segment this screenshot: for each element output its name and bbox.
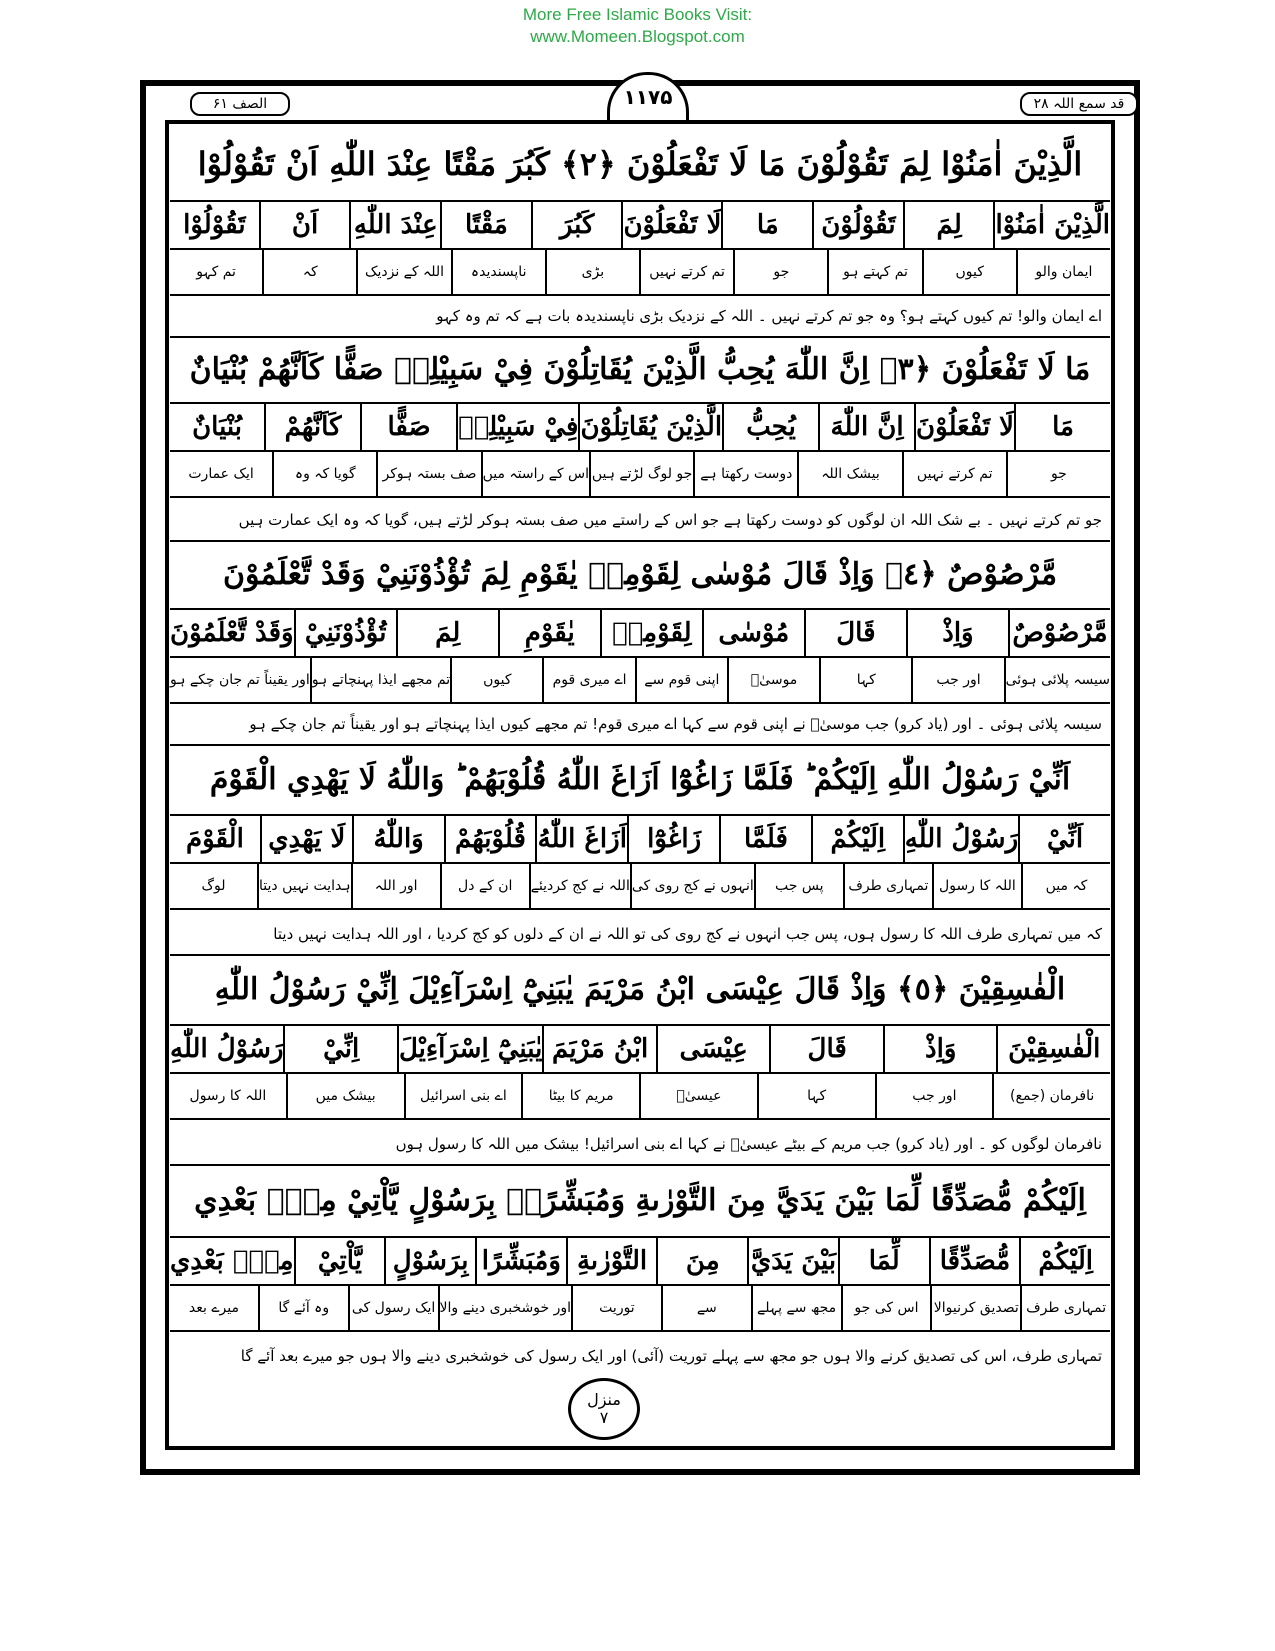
translation-cell: کہ — [262, 250, 356, 294]
manzil-label: منزل — [587, 1390, 621, 1409]
verse-line-1: الَّذِيْنَ اٰمَنُوْا لِمَ تَقُوْلُوْنَ مَا لَا تَفْعَلُوْنَ ﴿٢﴾ كَبُرَ مَقْتًا عِنْدَ اللّٰهِ اَنْ تَقُوْلُوْا — [197, 145, 1083, 183]
word-row-3 — [170, 608, 1110, 658]
translation-cell: اللہ کا رسول — [189, 1088, 267, 1104]
word-row-4 — [170, 814, 1110, 864]
translation-cell: بیشک اللہ — [797, 452, 901, 496]
word-cell: لَا تَفْعَلُوْنَ — [621, 202, 721, 248]
translation-cell: گویا کہ وہ — [272, 452, 376, 496]
word-cell: يَّاْتِيْ — [294, 1238, 385, 1284]
word-cell: ابْنُ مَرْيَمَ — [542, 1026, 656, 1072]
word-cell: يُحِبُّ — [722, 404, 818, 450]
promo-line-1: More Free Islamic Books Visit: — [522, 5, 753, 24]
translation-cell: وہ آئے گا — [258, 1286, 348, 1330]
word-cell: الْفٰسِقِيْنَ — [996, 1026, 1110, 1072]
translation-cell: کہا — [819, 658, 911, 702]
translation-cell: جو لوگ لڑتے ہیں — [589, 452, 693, 496]
translation-cell: کہا — [757, 1074, 875, 1118]
translation-cell: نافرمان (جمع) — [992, 1074, 1110, 1118]
word-cell: مَّرْصُوْصٌ — [1008, 610, 1110, 656]
translation-row-4 — [170, 864, 1110, 910]
word-cell: مُّصَدِّقًا — [929, 1238, 1020, 1284]
translation-row-2 — [170, 452, 1110, 498]
translation-cell: ایمان والو — [1016, 250, 1110, 294]
verse-line-2: مَا لَا تَفْعَلُوْنَ ﴿٣﴾ اِنَّ اللّٰهَ يُحِبُّ الَّذِيْنَ يُقَاتِلُوْنَ فِيْ سَبِيْلِهٖ صَفًّا كَاَنَّهُمْ بُنْيَانٌ — [189, 352, 1091, 387]
manzil-number: ۷ — [599, 1408, 609, 1427]
translation-cell: سیسہ پلائی ہوئی — [1004, 658, 1110, 702]
translation-row-3 — [170, 658, 1110, 704]
translation-cell: تم کرتے نہیں — [639, 250, 733, 294]
juz-label: قد سمع اللہ ۲۸ — [1020, 92, 1138, 116]
verse-line-4: اَنِّيْ رَسُوْلُ اللّٰهِ اِلَيْكُمْ ؕ فَلَمَّا زَاغُوْٓا اَزَاغَ اللّٰهُ قُلُوْبَهُمْ ؕ وَاللّٰهُ لَا يَهْدِي الْقَوْمَ — [209, 762, 1071, 797]
translation-cell: تم کہو — [196, 264, 236, 280]
translation-cell: کیوں — [922, 250, 1016, 294]
translation-cell: تم کرتے نہیں — [902, 452, 1006, 496]
word-cell: مِنْۢ بَعْدِي — [169, 1246, 294, 1276]
word-cell: وَاِذْ — [883, 1026, 997, 1072]
word-cell: اِلَيْكُمْ — [811, 816, 903, 862]
verse-line-6: اِلَيْكُمْ مُّصَدِّقًا لِّمَا بَيْنَ يَدَيَّ مِنَ التَّوْرٰىةِ وَمُبَشِّرًاۢ بِرَسُوْلٍ يَّاْتِيْ مِنْۢ بَعْدِي — [194, 1183, 1086, 1218]
word-cell: وَقَدْ تَّعْلَمُوْنَ — [169, 618, 294, 648]
word-cell: لِقَوْمِهٖ — [600, 610, 702, 656]
word-cell: التَّوْرٰىةِ — [566, 1238, 657, 1284]
word-cell: بَيْنَ يَدَيَّ — [747, 1238, 838, 1284]
translation-cell: ان کے دل — [440, 864, 529, 908]
translation-cell: جو — [1006, 452, 1110, 496]
word-cell: لِمَ — [903, 202, 994, 248]
translation-cell: توریت — [571, 1286, 661, 1330]
word-cell: الْقَوْمَ — [186, 824, 244, 854]
translation-cell: اور خوشخبری دینے والا — [438, 1286, 572, 1330]
translation-cell: تم مجھے ایذا پہنچاتے ہو — [310, 658, 450, 702]
translation-cell: اور جب — [875, 1074, 993, 1118]
word-cell: تَقُوْلُوْا — [183, 210, 246, 240]
translation-cell: ایک عمارت — [188, 466, 254, 482]
translation-cell: بڑی — [545, 250, 639, 294]
page-number: ۱۱۷۵ — [607, 72, 689, 120]
translation-cell: مریم کا بیٹا — [521, 1074, 639, 1118]
word-cell: الَّذِيْنَ يُقَاتِلُوْنَ — [578, 404, 722, 450]
translation-cell: اپنی قوم سے — [635, 658, 727, 702]
word-cell: مَا — [721, 202, 812, 248]
translation-cell: تم کہتے ہو — [827, 250, 921, 294]
word-row-6 — [170, 1236, 1110, 1286]
word-cell: قَالَ — [804, 610, 906, 656]
translation-cell: بیشک میں — [286, 1074, 404, 1118]
translation-paragraph-5: نافرمان لوگوں کو ۔ اور (یاد کرو) جب مریم کے بیٹے عیسیٰؑ نے کہا اے بنی اسرائیل! بیشک میں اللہ کا رسول ہوں — [395, 1135, 1102, 1153]
word-cell: اَنِّيْ — [1018, 816, 1110, 862]
translation-cell: اللہ کے نزدیک — [356, 250, 450, 294]
word-cell: مَقْتًا — [440, 202, 531, 248]
word-cell: عِيْسَى — [656, 1026, 770, 1072]
word-cell: رَسُوْلُ اللّٰهِ — [903, 816, 1018, 862]
surah-label: الصف ۶۱ — [190, 92, 290, 116]
translation-cell: تمہاری طرف — [1020, 1286, 1110, 1330]
promo-banner — [0, 4, 1275, 48]
translation-cell: تمہاری طرف — [843, 864, 932, 908]
word-cell: قَالَ — [769, 1026, 883, 1072]
word-row-1 — [170, 200, 1110, 250]
translation-cell: لوگ — [201, 878, 226, 894]
word-cell: رَسُوْلُ اللّٰهِ — [170, 1034, 284, 1064]
translation-cell: اور اللہ — [351, 864, 440, 908]
translation-paragraph-1: اے ایمان والو! تم کیوں کہتے ہو؟ وہ جو تم کرتے نہیں ۔ اللہ کے نزدیک بڑی ناپسندیدہ بات ہے کہ تم وہ کہو — [436, 307, 1102, 325]
translation-paragraph-2: جو تم کرتے نہیں ۔ بے شک اللہ ان لوگوں کو دوست رکھتا ہے جو اس کے راستے میں صف بستہ ہوکر لڑتے ہیں، گویا کہ وہ ایک عمارت ہیں — [238, 511, 1102, 529]
word-cell: مُوْسٰى — [702, 610, 804, 656]
translation-cell: اللہ کا رسول — [932, 864, 1021, 908]
word-cell: فِيْ سَبِيْلِهٖ — [456, 404, 578, 450]
word-cell: تُؤْذُوْنَنِيْ — [294, 610, 396, 656]
translation-cell: اے بنی اسرائیل — [404, 1074, 522, 1118]
translation-row-6 — [170, 1286, 1110, 1332]
translation-cell: اس کے راستہ میں — [481, 452, 589, 496]
translation-cell: ہدایت نہیں دیتا — [257, 864, 351, 908]
translation-cell: ناپسندیدہ — [451, 250, 545, 294]
translation-paragraph-3: سیسہ پلائی ہوئی ۔ اور (یاد کرو) جب موسیٰؑ نے اپنی قوم سے کہا اے میری قوم! تم مجھے کیوں ایذا پہنچاتے ہو اور یقیناً تم جان چکے ہو — [249, 715, 1102, 733]
word-row-5 — [170, 1024, 1110, 1074]
translation-cell: کہ میں — [1021, 864, 1110, 908]
word-cell: مِنَ — [656, 1238, 747, 1284]
translation-paragraph-6: تمہاری طرف، اس کی تصدیق کرنے والا ہوں جو مجھ سے پہلے توریت (آئی) اور ایک رسول کی خوشخبری دینے والا ہوں جو میرے بعد آئے گا — [240, 1347, 1102, 1365]
word-cell: بُنْيَانٌ — [192, 412, 243, 442]
verse-line-3: مَّرْصُوْصٌ ﴿٤﴾ وَاِذْ قَالَ مُوْسٰى لِقَوْمِهٖ يٰقَوْمِ لِمَ تُؤْذُوْنَنِيْ وَقَدْ تَّعْلَمُوْنَ — [222, 557, 1058, 592]
manzil-marker — [568, 1378, 640, 1440]
word-cell: لَا تَفْعَلُوْنَ — [914, 404, 1014, 450]
word-cell: اِلَيْكُمْ — [1019, 1238, 1110, 1284]
translation-cell: دوست رکھتا ہے — [693, 452, 797, 496]
word-cell: اَنْ — [259, 202, 350, 248]
translation-cell: اے میری قوم — [542, 658, 634, 702]
translation-cell: میرے بعد — [188, 1300, 239, 1316]
translation-cell: انہوں نے کج روی کی — [630, 864, 754, 908]
translation-cell: ایک رسول کی — [348, 1286, 438, 1330]
word-cell: اَزَاغَ اللّٰهُ — [535, 816, 627, 862]
word-cell: الَّذِيْنَ اٰمَنُوْا — [993, 202, 1110, 248]
translation-cell: اللہ نے کج کردیئے — [529, 864, 630, 908]
word-cell: عِنْدَ اللّٰهِ — [349, 202, 440, 248]
translation-cell: موسیٰؑ — [727, 658, 819, 702]
word-cell: يٰقَوْمِ — [498, 610, 600, 656]
translation-cell: اور یقیناً تم جان چکے ہو — [170, 672, 310, 688]
promo-link[interactable]: www.Momeen.Blogspot.com — [530, 27, 745, 46]
word-cell: بِرَسُوْلٍ — [384, 1238, 475, 1284]
word-cell: كَاَنَّهُمْ — [264, 404, 360, 450]
word-cell: لِّمَا — [838, 1238, 929, 1284]
word-cell: وَاللّٰهُ — [352, 816, 444, 862]
translation-cell: تصدیق کرنیوالا — [930, 1286, 1020, 1330]
translation-cell: اور جب — [911, 658, 1003, 702]
translation-cell: مجھ سے پہلے — [751, 1286, 841, 1330]
word-cell: اِنِّيْ — [283, 1026, 397, 1072]
word-cell: كَبُرَ — [531, 202, 622, 248]
translation-cell: اس کی جو — [841, 1286, 931, 1330]
word-cell: صَفًّا — [360, 404, 456, 450]
translation-cell: جو — [733, 250, 827, 294]
word-cell: وَاِذْ — [906, 610, 1008, 656]
word-cell: لَا يَهْدِي — [260, 816, 352, 862]
translation-cell: سے — [661, 1286, 751, 1330]
word-cell: قُلُوْبَهُمْ — [444, 816, 536, 862]
word-cell: لِمَ — [396, 610, 498, 656]
word-cell: مَا — [1014, 404, 1110, 450]
word-cell: فَلَمَّا — [719, 816, 811, 862]
translation-cell: عیسیٰؑ — [639, 1074, 757, 1118]
word-cell: يٰبَنِيْٓ اِسْرَآءِيْلَ — [397, 1026, 542, 1072]
word-cell: اِنَّ اللّٰهَ — [818, 404, 914, 450]
translation-cell: صف بستہ ہوکر — [376, 452, 480, 496]
translation-cell: پس جب — [754, 864, 843, 908]
word-cell: وَمُبَشِّرًا — [475, 1238, 566, 1284]
translation-row-1 — [170, 250, 1110, 296]
word-cell: زَاغُوْٓا — [627, 816, 719, 862]
translation-cell: کیوں — [450, 658, 542, 702]
verse-line-5: الْفٰسِقِيْنَ ﴿٥﴾ وَاِذْ قَالَ عِيْسَى ابْنُ مَرْيَمَ يٰبَنِيْٓ اِسْرَآءِيْلَ اِنِّيْ رَسُوْلُ اللّٰهِ — [214, 972, 1066, 1007]
word-cell: تَقُوْلُوْنَ — [812, 202, 903, 248]
word-row-2 — [170, 402, 1110, 452]
translation-paragraph-4: کہ میں تمہاری طرف اللہ کا رسول ہوں، پس جب انہوں نے کج روی کی تو اللہ نے ان کے دلوں کو کج کردیا ، اور اللہ ہدایت نہیں دیتا — [273, 925, 1102, 943]
translation-row-5 — [170, 1074, 1110, 1120]
